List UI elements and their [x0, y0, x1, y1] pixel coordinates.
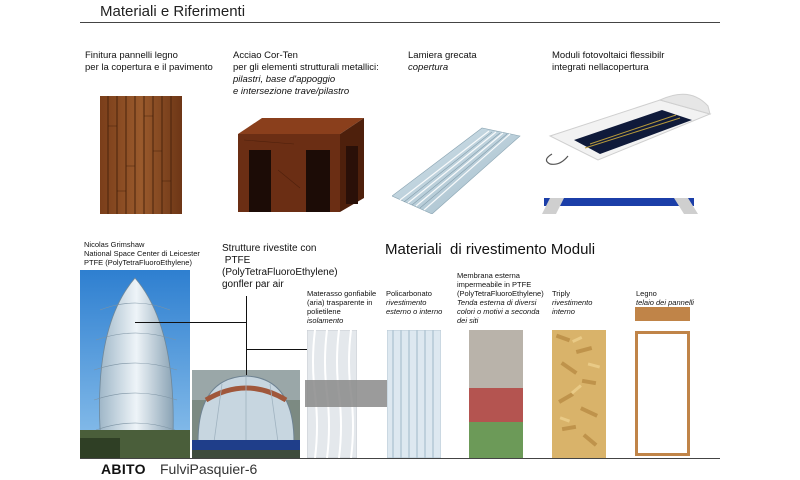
reference-line3: PTFE (PolyTetraFluoroEthylene)	[84, 258, 192, 267]
caption-corrugated-italic1: copertura	[408, 62, 449, 73]
polycarbonate-sample	[387, 330, 441, 458]
caption-wood-line2: per la copertura e il pavimento	[85, 62, 213, 73]
structures-line2: PTFE	[222, 255, 251, 266]
connector-horizontal-1	[135, 322, 247, 323]
pv-module-image	[540, 86, 715, 218]
inflatable-structure-photo	[192, 370, 300, 458]
module-mattress-role: isolamento	[307, 316, 344, 325]
corten-cube-image	[234, 100, 366, 214]
caption-corten-line1: Acciao Cor-Ten	[233, 50, 298, 61]
caption-corten-line2: per gli elementi strutturali metallici:	[233, 62, 379, 73]
module-caption-wood	[636, 289, 716, 307]
osb-sample	[552, 330, 606, 458]
module-wood-name: Legno	[636, 289, 657, 298]
modules-heading: Materiali di rivestimento Moduli	[385, 241, 596, 258]
caption-pv-line1: Moduli fotovoltaici flessibilr	[552, 50, 665, 61]
structures-line4: gonfler par air	[222, 279, 284, 290]
membrane-sample-green	[469, 422, 523, 458]
module-polycarbonate-name: Policarbonato	[386, 289, 432, 298]
structures-caption	[222, 243, 382, 291]
structures-line1: Strutture rivestite con	[222, 243, 317, 254]
module-membrane-role: Tenda esterna di diversi colori o motivi a seconda dei siti	[457, 298, 540, 325]
footer-name: FulviPasquier-6	[160, 461, 258, 477]
caption-pv	[552, 50, 712, 74]
connector-horizontal-2	[247, 349, 309, 350]
caption-pv-line2: integrati nellacopertura	[552, 62, 649, 73]
caption-corrugated-line1: Lamiera grecata	[408, 50, 477, 61]
space-center-photo	[80, 270, 190, 458]
gray-band	[305, 380, 388, 407]
footer-rule	[80, 458, 720, 459]
module-caption-triply	[552, 289, 614, 316]
module-wood-role: telaio dei pannelli	[636, 298, 694, 307]
module-membrane-name: Membrana esterna impermeabile in PTFE (PolyTetraFluoroEthylene)	[457, 271, 544, 298]
footer-brand: ABITO	[101, 461, 146, 477]
module-caption-polycarbonate	[386, 289, 448, 316]
connector-vertical	[246, 296, 247, 375]
membrane-sample-red	[469, 388, 523, 422]
caption-corten	[233, 50, 393, 98]
membrane-sample-gray	[469, 330, 523, 388]
caption-corten-italic2: e intersezione trave/pilastro	[233, 86, 350, 97]
module-polycarbonate-role: rivestimento esterno o interno	[386, 298, 443, 316]
module-caption-membrane	[457, 271, 544, 325]
reference-caption	[84, 240, 214, 267]
caption-wood-line1: Finitura pannelli legno	[85, 50, 178, 61]
module-triply-role: rivestimento interno	[552, 298, 593, 316]
wood-panel-image	[100, 96, 182, 214]
reference-line2: National Space Center di Leicester	[84, 249, 200, 258]
caption-corten-italic1: pilastri, base d'appoggio	[233, 74, 336, 85]
wood-frame-sample	[635, 331, 690, 456]
header-rule	[80, 22, 720, 23]
wood-strip-sample	[635, 307, 690, 321]
corrugated-sheet-image	[392, 126, 522, 214]
caption-corrugated	[408, 50, 528, 74]
reference-line1: Nicolas Grimshaw	[84, 240, 145, 249]
caption-wood-panels	[85, 50, 225, 74]
module-mattress-name: Materasso gonfiabile (aria) trasparente in polietilene	[307, 289, 377, 316]
module-caption-mattress	[307, 289, 377, 325]
module-triply-name: Triply	[552, 289, 571, 298]
structures-line3: (PolyTetraFluoroEthylene)	[222, 267, 338, 278]
page-title: Materiali e Riferimenti	[100, 3, 246, 20]
